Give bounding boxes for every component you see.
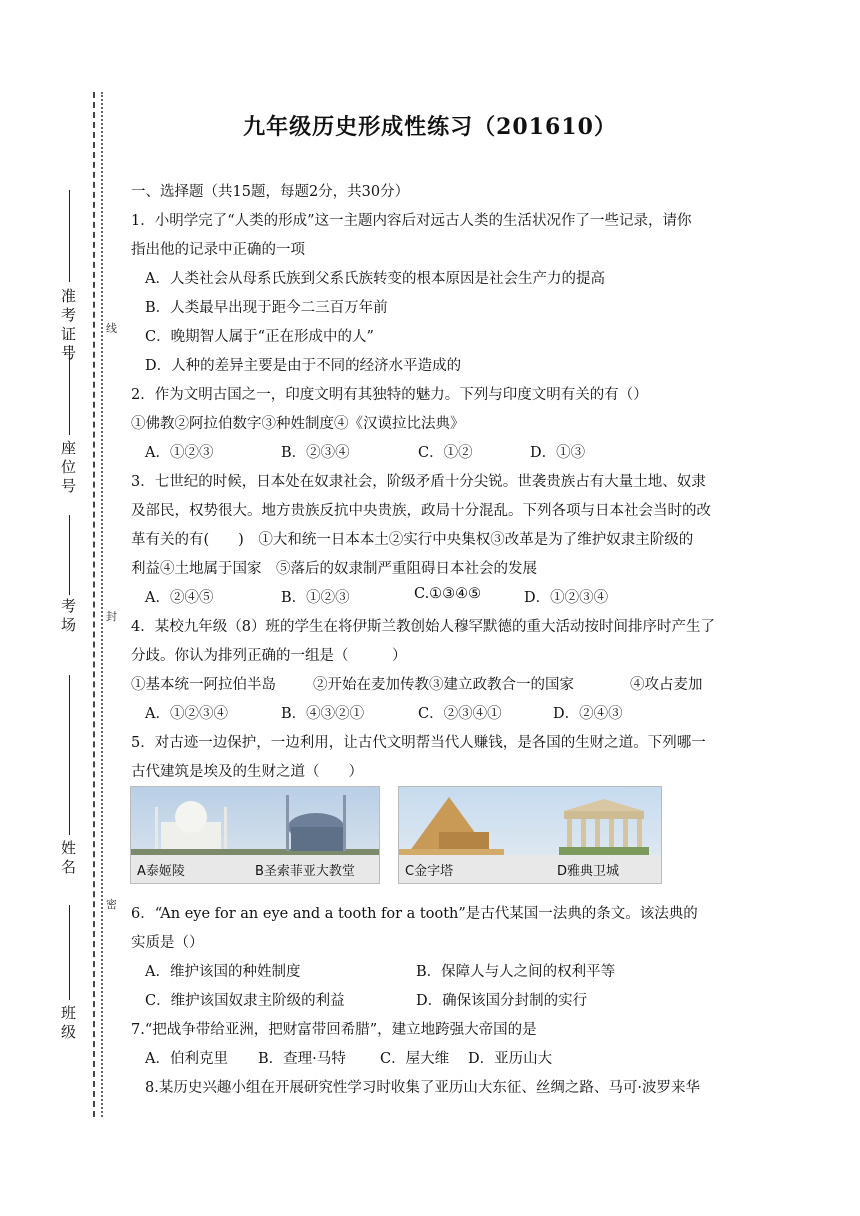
q2-option-a: A．①②③ <box>145 445 214 461</box>
seal-line-dotted <box>101 92 103 1117</box>
q6-option-b: B．保障人与人之间的权利平等 <box>416 964 616 980</box>
q7-option-d: D．亚历山大 <box>468 1051 553 1067</box>
fill-line-exam-number <box>69 190 70 282</box>
q5-stem-cont: 古代建筑是埃及的生财之道（ ） <box>131 764 363 780</box>
q4-item-2-3: ②开始在麦加传教③建立政教合一的国家 <box>313 677 574 693</box>
fill-line-exam-room <box>69 515 70 595</box>
seal-line-dashed <box>93 92 95 1117</box>
q4-stem: 4．某校九年级（8）班的学生在将伊斯兰教创始人穆罕默德的重大活动按时间排序时产生了 <box>131 619 715 635</box>
q3-option-b: B．①②③ <box>281 590 350 606</box>
q3-stem: 3．七世纪的时候，日本处在奴隶社会，阶级矛盾十分尖锐。世袭贵族占有大量土地、奴隶 <box>131 474 706 490</box>
q7-option-a: A．伯利克里 <box>145 1051 228 1067</box>
q4-option-b: B．④③②① <box>281 706 365 722</box>
caption-taj-mahal: A泰姬陵 <box>137 863 185 879</box>
q1-stem-cont: 指出他的记录中正确的一项 <box>131 242 305 258</box>
q7-option-c: C．屋大维 <box>380 1051 450 1067</box>
caption-acropolis: D雅典卫城 <box>557 863 620 879</box>
q2-stem: 2．作为文明古国之一，印度文明有其独特的魅力。下列与印度文明有关的有（） <box>131 387 648 403</box>
q1-option-d: D．人种的差异主要是由于不同的经济水平造成的 <box>145 358 462 374</box>
q3-stem-cont3: 利益④土地属于国家 ⑤落后的奴隶制严重阻碍日本社会的发展 <box>131 561 537 577</box>
label-exam-number: 准考证号 <box>59 288 77 364</box>
q2-option-c: C．①② <box>418 445 473 461</box>
image-taj-mahal-and-hagia-sophia <box>130 786 380 884</box>
label-seat-number: 座位号 <box>59 440 77 497</box>
q2-option-d: D．①③ <box>530 445 586 461</box>
q6-option-c: C．维护该国奴隶主阶级的利益 <box>145 993 345 1009</box>
q7-option-b: B．查理·马特 <box>258 1051 346 1067</box>
q4-option-d: D．②④③ <box>553 706 623 722</box>
q6-option-a: A．维护该国的种姓制度 <box>145 964 301 980</box>
page-title: 九年级历史形成性练习（201610） <box>243 114 617 140</box>
q2-option-b: B．②③④ <box>281 445 350 461</box>
q4-option-a: A．①②③④ <box>145 706 228 722</box>
q3-option-a: A．②④⑤ <box>145 590 214 606</box>
q2-items: ①佛教②阿拉伯数字③种姓制度④《汉谟拉比法典》 <box>131 416 465 432</box>
q8-stem: 8.某历史兴趣小组在开展研究性学习时收集了亚历山大东征、丝绸之路、马可·波罗来华 <box>145 1080 700 1096</box>
caption-hagia-sophia: B圣索菲亚大教堂 <box>255 863 355 879</box>
q1-option-a: A．人类社会从母系氏族到父系氏族转变的根本原因是社会生产力的提高 <box>145 271 605 287</box>
q1-stem: 1．小明学完了“人类的形成”这一主题内容后对远古人类的生活状况作了一些记录，请你 <box>131 213 692 229</box>
q3-option-c: C.①③④⑤ <box>414 586 482 602</box>
image-pyramid-and-acropolis <box>398 786 662 884</box>
caption-pyramid: C金字塔 <box>405 863 454 879</box>
q4-item-4: ④攻占麦加 <box>630 677 703 693</box>
seal-char-line: 线 <box>106 322 117 335</box>
q3-stem-cont2: 革有关的有( ) ①大和统一日本本土②实行中央集权③改革是为了维护奴隶主阶级的 <box>131 532 694 548</box>
q5-stem: 5．对古迹一边保护，一边利用，让古代文明帮当代人赚钱，是各国的生财之道。下列哪一 <box>131 735 706 751</box>
section-heading: 一、选择题（共15题，每题2分，共30分） <box>131 184 410 200</box>
q6-stem: 6．“An eye for an eye and a tooth for a tooth”是古代某国一法典的条文。该法典的 <box>131 906 698 922</box>
q7-stem: 7.“把战争带给亚洲，把财富带回希腊”，建立地跨强大帝国的是 <box>131 1022 537 1038</box>
q3-option-d: D．①②③④ <box>524 590 609 606</box>
seal-char-seal: 封 <box>106 610 117 623</box>
q3-stem-cont1: 及部民，权势很大。地方贵族反抗中央贵族，政局十分混乱。下列各项与日本社会当时的改 <box>131 503 711 519</box>
label-name: 姓名 <box>59 840 77 878</box>
q1-option-b: B．人类最早出现于距今二三百万年前 <box>145 300 388 316</box>
q4-item-1: ①基本统一阿拉伯半岛 <box>131 677 276 693</box>
label-class: 班级 <box>59 1005 77 1043</box>
fill-line-name <box>69 675 70 835</box>
fill-line-class <box>69 905 70 1000</box>
label-exam-room: 考场 <box>59 598 77 636</box>
seal-char-secret: 密 <box>106 898 117 911</box>
q6-option-d: D．确保该国分封制的实行 <box>416 993 588 1009</box>
q4-option-c: C．②③④① <box>418 706 502 722</box>
q4-stem-cont: 分歧。你认为排列正确的一组是（ ） <box>131 648 407 664</box>
q6-stem-cont: 实质是（） <box>131 935 204 951</box>
q1-option-c: C．晚期智人属于“正在形成中的人” <box>145 329 374 345</box>
fill-line-seat-number <box>69 345 70 435</box>
